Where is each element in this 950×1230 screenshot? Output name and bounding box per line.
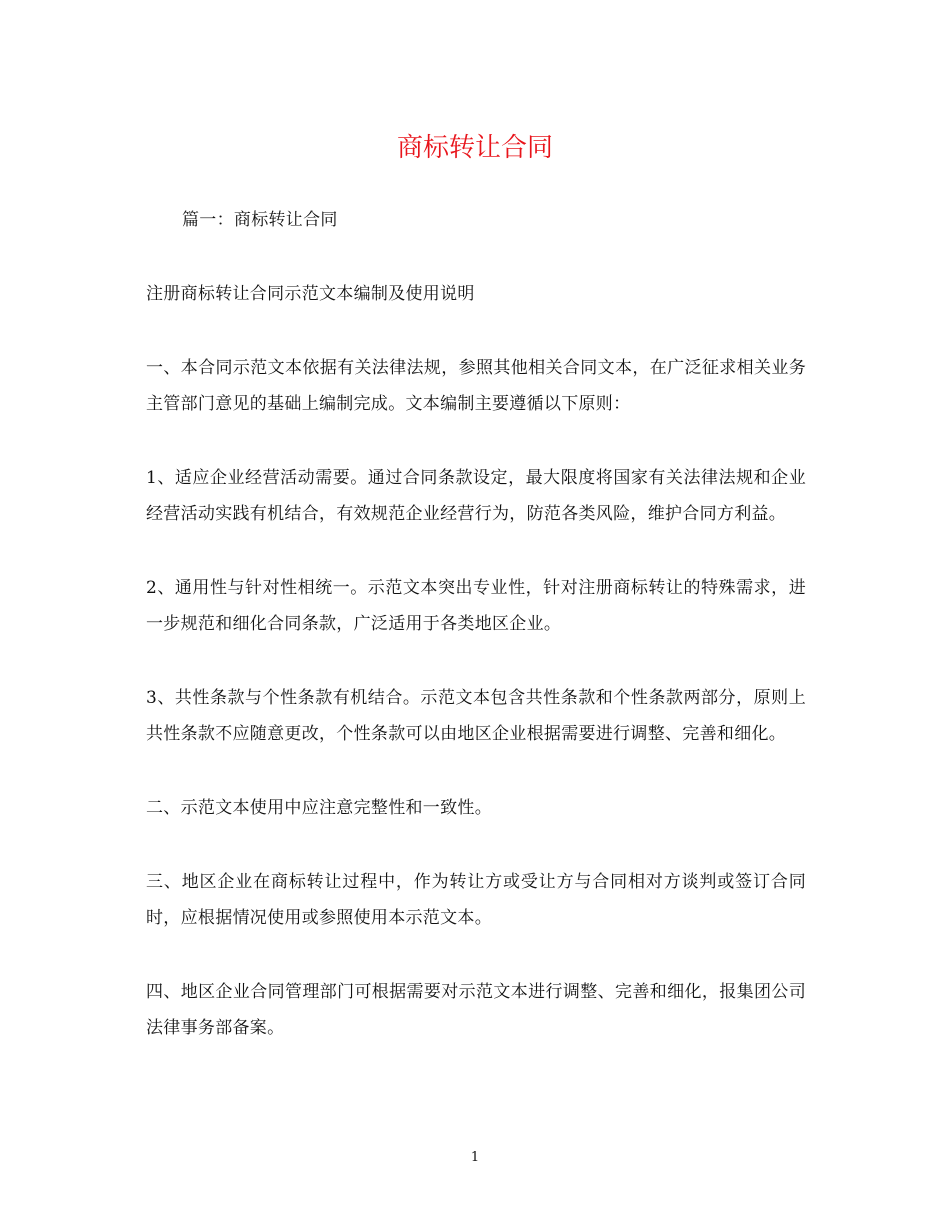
page-number: 1 <box>470 1150 480 1165</box>
paragraph-clause-2: 二、示范文本使用中应注意完整性和一致性。 <box>146 798 492 818</box>
paragraph-clause-3: 三、地区企业在商标转让过程中，作为转让方或受让方与合同相对方谈判或签订合同时，应根据情况使用或参照使用本示范文本。 <box>146 872 806 928</box>
document-body <box>146 202 806 1084</box>
paragraph-principle-2: 2、通用性与针对性相统一。示范文本突出专业性，针对注册商标转让的特殊需求，进一步规范和细化合同条款，广泛适用于各类地区企业。 <box>146 578 806 634</box>
document-title: 商标转让合同 <box>396 133 553 163</box>
paragraph-clause-1: 一、本合同示范文本依据有关法律法规，参照其他相关合同文本，在广泛征求相关业务主管部门意见的基础上编制完成。文本编制主要遵循以下原则： <box>146 358 806 414</box>
paragraph-principle-1: 1、适应企业经营活动需要。通过合同条款设定，最大限度将国家有关法律法规和企业经营活动实践有机结合，有效规范企业经营行为，防范各类风险，维护合同方利益。 <box>146 468 806 524</box>
paragraph-subtitle: 注册商标转让合同示范文本编制及使用说明 <box>146 284 475 304</box>
section-heading: 篇一：商标转让合同 <box>182 210 338 230</box>
paragraph-principle-3: 3、共性条款与个性条款有机结合。示范文本包含共性条款和个性条款两部分，原则上共性条款不应随意更改，个性条款可以由地区企业根据需要进行调整、完善和细化。 <box>146 688 806 744</box>
paragraph-clause-4: 四、地区企业合同管理部门可根据需要对示范文本进行调整、完善和细化，报集团公司法律事务部备案。 <box>146 982 806 1038</box>
